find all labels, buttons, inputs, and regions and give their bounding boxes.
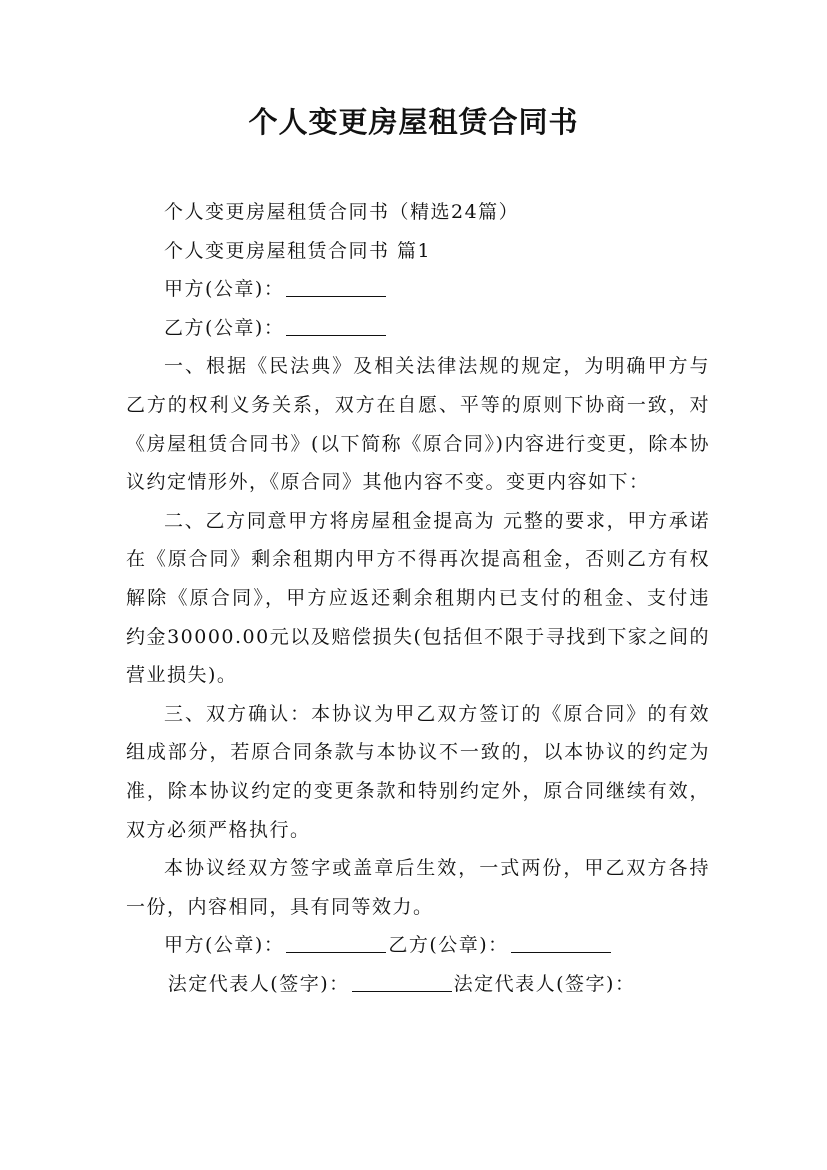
document-body bbox=[126, 193, 710, 1003]
party-b-line bbox=[126, 309, 710, 348]
sign-party-a-blank bbox=[286, 933, 386, 953]
sign-party-b-blank bbox=[511, 933, 611, 953]
sign-rep-b-label: 法定代表人(签字)： bbox=[453, 972, 636, 995]
signature-party-row bbox=[126, 926, 710, 965]
clause-1: 一、根据《民法典》及相关法律法规的规定，为明确甲方与乙方的权利义务关系，双方在自愿、平等的原则下协商一致，对《房屋租赁合同书》(以下简称《原合同》)内容进行变更，除本协议约定情形外，《原合同》其他内容不变。变更内容如下： bbox=[126, 355, 710, 494]
sign-rep-a-label: 法定代表人(签字)： bbox=[167, 972, 350, 995]
document-subtitle: 个人变更房屋租赁合同书（精选24篇） bbox=[164, 201, 520, 223]
party-b-label: 乙方(公章)： bbox=[164, 316, 285, 339]
section-heading: 个人变更房屋租赁合同书 篇1 bbox=[164, 239, 432, 262]
party-a-blank bbox=[286, 277, 386, 297]
sign-party-b-label: 乙方(公章)： bbox=[388, 934, 509, 957]
clause-2: 二、乙方同意甲方将房屋租金提高为 元整的要求，甲方承诺在《原合同》剩余租期内甲方不得再次提高租金，否则乙方有权解除《原合同》，甲方应返还剩余租期内已支付的租金、支付违约金30000.00元以及赔偿损失(包括但不限于寻找到下家之间的营业损失)。 bbox=[126, 509, 710, 687]
party-a-label: 甲方(公章)： bbox=[164, 278, 285, 301]
clause-4: 本协议经双方签字或盖章后生效，一式两份，甲乙双方各持一份，内容相同，具有同等效力。 bbox=[126, 857, 710, 918]
document-title: 个人变更房屋租赁合同书 bbox=[248, 105, 579, 139]
signature-rep-row bbox=[126, 965, 710, 1004]
sign-rep-a-blank bbox=[352, 972, 452, 992]
party-b-blank bbox=[286, 316, 386, 336]
clause-3: 三、双方确认：本协议为甲乙双方签订的《原合同》的有效组成部分，若原合同条款与本协议不一致的，以本协议的约定为准，除本协议约定的变更条款和特别约定外，原合同继续有效，双方必须严格执行。 bbox=[126, 702, 710, 841]
party-a-line bbox=[126, 270, 710, 309]
sign-party-a-label: 甲方(公章)： bbox=[164, 934, 285, 957]
